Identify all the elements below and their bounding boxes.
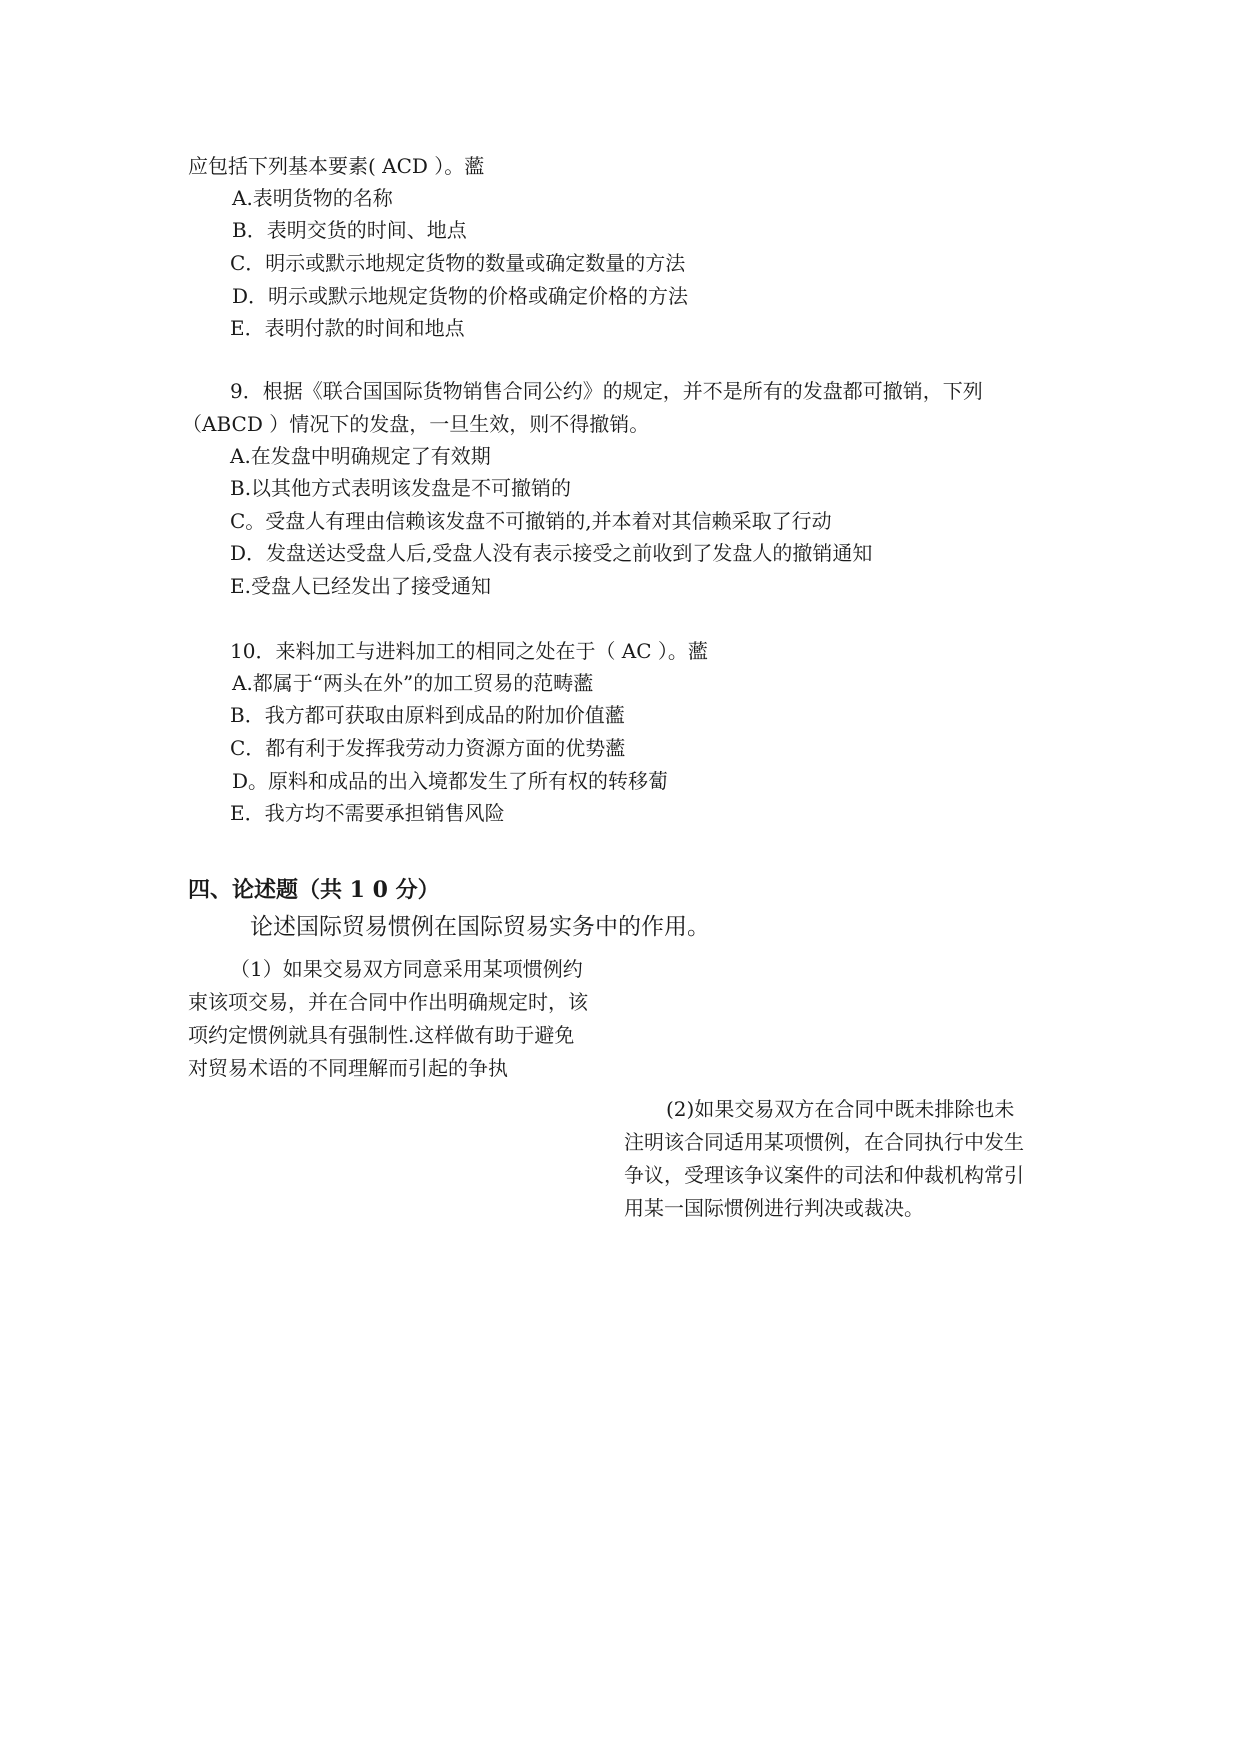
answer-part-1-line: （1）如果交易双方同意采用某项惯例约 [230,957,583,981]
answer-part-2-line: 争议，受理该争议案件的司法和仲裁机构常引 [624,1163,1024,1187]
answer-part-1-line: 项约定惯例就具有强制性.这样做有助于避免 [188,1023,575,1047]
q9-stem-line1: 9．根据《联合国国际货物销售合同公约》的规定，并不是所有的发盘都可撤销，下列 [230,379,983,403]
q8-option-c: C．明示或默示地规定货物的数量或确定数量的方法 [230,251,686,275]
answer-part-1-line: 对贸易术语的不同理解而引起的争执 [188,1056,508,1080]
q8-option-e: E．表明付款的时间和地点 [230,316,465,340]
section4-heading: 四、论述题（共 1 0 分） [188,877,440,903]
q10-option-d: D。原料和成品的出入境都发生了所有权的转移蔔 [232,769,669,793]
q8-option-d: D．明示或默示地规定货物的价格或确定价格的方法 [232,284,689,308]
q9-option-e: E.受盘人已经发出了接受通知 [230,574,491,598]
q10-option-c: C．都有利于发挥我劳动力资源方面的优势蘫 [230,736,626,760]
q10-option-e: E．我方均不需要承担销售风险 [230,801,505,825]
answer-part-2-line: 注明该合同适用某项惯例，在合同执行中发生 [624,1130,1024,1154]
q8-option-b: B．表明交货的时间、地点 [232,218,467,242]
answer-part-1 [188,953,628,1085]
q9-option-a: A.在发盘中明确规定了有效期 [230,444,491,468]
answer-part-1-line: 束该项交易，并在合同中作出明确规定时，该 [188,990,588,1014]
answer-part-2-line: (2)如果交易双方在合同中既未排除也未 [666,1097,1015,1121]
q9-option-c: C。受盘人有理由信赖该发盘不可撤销的,并本着对其信赖采取了行动 [230,509,832,533]
q9-stem-line2: （ABCD ）情况下的发盘，一旦生效，则不得撤销。 [182,412,650,436]
q8-stem-tail: 应包括下列基本要素( ACD ）。蘫 [188,154,485,178]
section4-question: 论述国际贸易惯例在国际贸易实务中的作用。 [250,914,710,940]
q10-option-b: B．我方都可获取由原料到成品的附加价值蘫 [230,703,625,727]
q10-option-a: A.都属于“两头在外”的加工贸易的范畴蘫 [232,671,594,695]
q9-option-d: D．发盘送达受盘人后,受盘人没有表示接受之前收到了发盘人的撤销通知 [230,541,873,565]
q8-option-a: A.表明货物的名称 [232,186,393,210]
q9-option-b: B.以其他方式表明该发盘是不可撤销的 [230,476,572,500]
answer-part-2-line: 用某一国际惯例进行判决或裁决。 [624,1196,924,1220]
answer-part-2 [624,1093,1064,1225]
q10-stem: 10．来料加工与进料加工的相同之处在于（ AC ）。蘫 [230,639,708,663]
